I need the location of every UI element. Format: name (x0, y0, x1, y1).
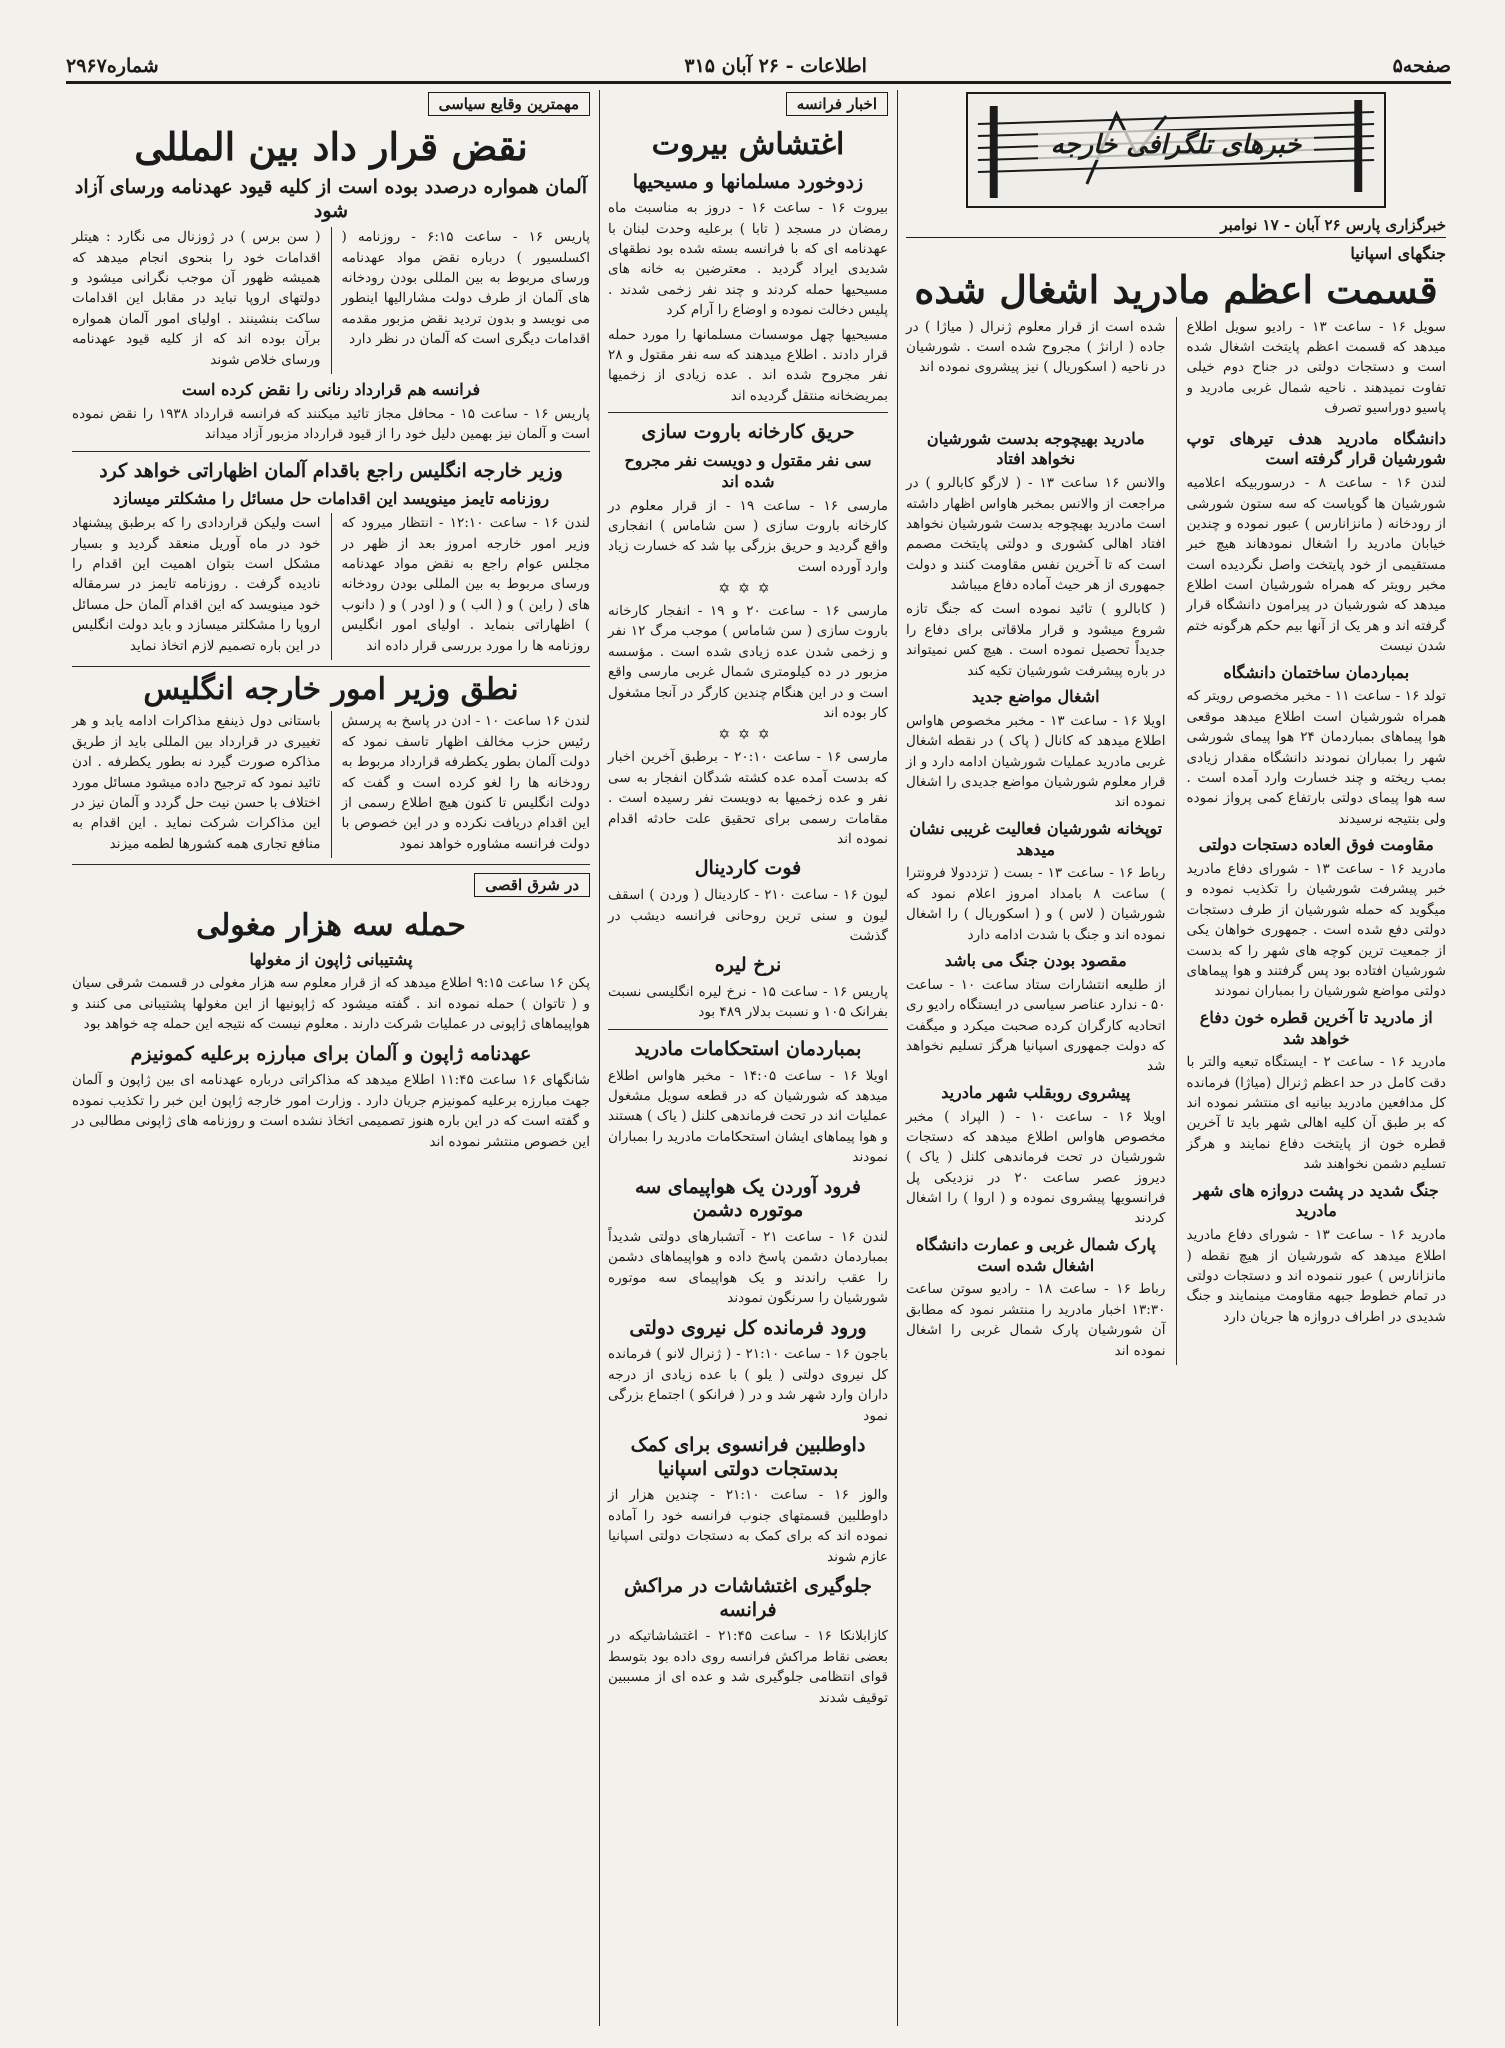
story-park-body: رباط ۱۶ - ساعت ۱۸ - رادیو سوتن ساعت ۱۳:۳۰ اخبار مادرید را منتشر نمود که مطابق آن شورشیان پارک شمال غربی را اشغال نموده اند (906, 1281, 1166, 1359)
headline-foreign-secretary: وزیر خارجه انگلیس راجع باقدام آلمان اظهاراتی خواهد کرد (99, 459, 563, 482)
foreign-secretary-story (72, 513, 590, 660)
headline-pound-rate: نرخ لیره (714, 954, 782, 977)
treaty-story (72, 227, 590, 374)
headline-cardinal: فوت کاردینال (694, 857, 802, 880)
headline-eden-speech: نطق وزیر امور خارجه انگلیس (143, 671, 519, 707)
anti-comintern-body: شانگهای ۱۶ ساعت ۱۱:۴۵ اطلاع میدهد که مذاکراتی درباره عهدنامه ای بین ژاپون و آلمان جهت مبارزه برعلیه کمونیزم جریان دارد . وزارت امور خارجه ژاپون این خبر را تکذیب نموده و گفته است که در این باره هنوز تصمیمی اتخاذ نشده است و روزنامه های ژاپونی مطالبی در این خصوص منتشر نموده اند (72, 1072, 590, 1150)
beirut-body-1: بیروت ۱۶ - ساعت ۱۶ - دروز به مناسبت ماه رمضان در مسجد ( تابا ) برعلیه وحدت لبنان با عهدنامه ای که با فرانسه بسته شده بود نطقهای شدیدی ایراد گردید . معترضین به خانه های مسیحیها حمله کردند و چند نفر زخمی شدند . پلیس دخالت نموده و اوضاع را آرام کرد (608, 200, 888, 319)
story-gates-title: جنگ شدید در پشت دروازه های شهر مادرید (1193, 1180, 1439, 1221)
main-headline-madrid: قسمت اعظم مادرید اشغال شده (914, 266, 1438, 312)
star-separator: ✡✡✡ (718, 581, 778, 598)
headline-fortifications: بمباردمان استحکامات مادرید (634, 1037, 862, 1060)
headline-plane-downed: فرود آوردن یک هواپیمای سه موتوره دشمن (635, 1175, 861, 1222)
plane-downed-body: لندن ۱۶ - ساعت ۲۱ - آتشبارهای دولتی شدیداً بمباردمان دشمن پاسخ داده و هواپیماهای دشمن را عقب راندند و یک هواپیمای سه موتوره شورشیان را سرنگون نمودند (608, 1229, 888, 1307)
headline-morocco: جلوگیری اغتشاشات در مراکش فرانسه (624, 1574, 872, 1621)
factory-fire-body-3: مارسی ۱۶ - ساعت ۲۰:۱۰ - برطبق آخرین اخبار که بدست آمده عده کشته شدگان انفجار به سی نفر و عده زخمیها به دویست نفر رسیده است . مقامات رسمی برای تحقیق علت حادثه اقدام نموده اند (608, 749, 888, 847)
story-artillery-title: توپخانه شورشیان فعالیت غریبی نشان میدهد (909, 818, 1163, 859)
masthead (66, 55, 1451, 84)
france-rhine-body: پاریس ۱۶ - ساعت ۱۵ - محافل مجاز تائید میکنند که فرانسه قرارداد ۱۹۳۸ را نقض نموده است و آلمان نیز بهمین دلیل خود را از قیود قرارداد مزبور آزاد میداند (72, 405, 590, 443)
page-number: صفحه۵ (1392, 55, 1451, 77)
foreign-news-column (900, 90, 1452, 2026)
headline-france-rhine: فرانسه هم قرارداد رنانی را نقض کرده است (181, 380, 481, 400)
news-agency-dateline: خبرگزاری پارس ۲۶ آبان - ۱۷ نوامبر (906, 216, 1446, 238)
french-volunteers-body: والوز ۱۶ - ساعت ۲۱:۱۰ - چندین هزار از داوطلبین قسمتهای جنوب فرانسه خود را آماده نموده اند که برای کمک به دستجات دولتی اسپانیا عازم شوند (608, 1487, 888, 1565)
foreign-secretary-body-right: لندن ۱۶ - ساعت ۱۲:۱۰ - انتظار میرود که وزیر امور خارجه امروز بعد از ظهر در مجلس عوام راجع به نقض مواد عهدنامه ورسای مربوط به بین المللی بودن رودخانه های ( راین ) و ( الب ) و ( اودر ) و ( دانوب ) اظهاراتی بنماید . اولیای امور انگلیس روزنامه ها را مورد بررسی قرار داده اند (341, 515, 590, 654)
story-caballero-title: مادرید بهیچوجه بدست شورشیان نخواهد افتاد (926, 428, 1145, 469)
newspaper-title: اطلاعات - ۲۶ آبان ۳۱۵ (684, 55, 867, 77)
column-divider-left (599, 90, 600, 2026)
column-divider-right (897, 90, 898, 2026)
eden-speech-body-left: باستانی دول ذینفع مذاکرات ادامه یابد و هر تغییری در قرارداد بین المللی باید از طریق مذاکره صورت گیرد نه بطور یکطرفه . ادن تائید نمود که ترجیح داده میشود مسائل مورد اختلاف با حسن نیت حل گردد و آلمان نیز در این مذاکرات شرکت نماید . این اقدام به منافع تجاری همه کشورها لطمه میزند (72, 713, 321, 852)
headline-beirut: اغتشاش بیروت (651, 127, 845, 162)
headline-commander-arrival: ورود فرمانده کل نیروی دولتی (629, 1316, 867, 1339)
headline-anti-comintern: عهدنامه ژاپون و آلمان برای مبارزه برعلیه کمونیزم (130, 1042, 532, 1065)
story-purpose-title: مقصود بودن جنگ می باشد (944, 950, 1127, 970)
story-advance-title: پیشروی روبقلب شهر مادرید (941, 1082, 1131, 1102)
eden-speech-body-right: لندن ۱۶ ساعت ۱۰ - ادن در پاسخ به پرسش رئیس حزب مخالف اظهار تاسف نمود که دولت آلمان بطور یکطرفه قرارداد مربوط به رودخانه ها را لغو کرده است و گفت که دولت انگلیس تا کنون هیچ اطلاع رسمی از این اقدام دریافت نکرده و در این خصوص با دولت فرانسه مشاوره خواهد نمود (341, 713, 590, 852)
story-advance-body: اویلا ۱۶ - ساعت ۱۰ - ( الپراد ) مخبر مخصوص هاواس اطلاع میدهد که دستجات شورشیان در تحت فرماندهی کلنل ( یاک ) دیروز عصر ساعت ۲۰ در نزدیکی پل فرانسویها پیشروی نموده و ( اروا ) را اشغال کردند (906, 1108, 1166, 1227)
lead-text-left: شده است از قرار معلوم ژنرال ( میاژا ) در جاده ( ارانژ ) مجروح شده است . شورشیان در ناحیه ( اسکوریال ) نیز پیشروی نموده اند (906, 318, 1166, 376)
story-resistance-title: مقاومت فوق العاده دستجات دولتی (1198, 835, 1434, 855)
cardinal-body: لیون ۱۶ - ساعت ۲۱۰ - کاردینال ( وردن ) اسقف لیون و سنی ترین روحانی فرانسه دیشب در گذشت (608, 887, 888, 944)
beirut-body-2: مسیحیها چهل موسسات مسلمانها را مورد حمله قرار دادند . اطلاع میدهند که سه نفر مقتول و ۲۸ نفر مجروح شده اند . عده زیادی از زخمیها بمریضخانه منتقل گردیده اند (608, 326, 888, 404)
french-news-column (602, 90, 894, 2026)
section-label-politics: مهمترین وقایع سیاسی (428, 92, 590, 116)
story-defense-body: مادرید ۱۶ - ساعت ۲ - ایستگاه تبعیه والتر با دقت کامل در حد اعظم ژنرال (میاژا) فرمانده کل مدافعین مادرید بیانیه ای منتشر نموده اند که بر طبق آن کلیه اهالی شهر باید تا آخرین قطره خون از پایتخت دفاع نمایند و هرگز تسلیم دشمن نخواهند شد (1186, 1054, 1446, 1173)
treaty-body-left: ( سن برس ) در ژوزنال می نگارد : هیتلر اقدامات خود را بنحوی انجام میدهد که همیشه ظهور آن موجب نگرانی میشود و دولتهای اروپا نباید در مقابل این اقدامات ساکت بنشینند . اولیای امور آلمان همواره برآن بوده اند که از کلیه قیود عهدنامه ورسای خلاص شوند (72, 229, 321, 368)
mongol-attack-body: پکن ۱۶ ساعت ۹:۱۵ اطلاع میدهد که از قرار معلوم سه هزار مغولی در قسمت شرقی سیان و ( تاتوان ) حمله نموده اند . گفته میشود که ژاپونیها از این مغولها پشتیبانی می کنند و هواپیماهای ژاپونی در عملیات شرکت دارند . معلوم نیست که نتیجه این حمله چه خواهد بود (72, 975, 591, 1033)
story-defense-title: از مادرید تا آخرین قطره خون دفاع خواهد شد (1199, 1007, 1433, 1048)
headline-treaty-violation: نقض قرار داد بین المللی (134, 124, 528, 169)
story-university-title: دانشگاه مادرید هدف تیرهای توپ شورشیان قرار گرفته است (1186, 428, 1446, 469)
factory-fire-body-2: مارسی ۱۶ - ساعت ۲۰ و ۱۹ - انفجار کارخانه باروت سازی ( سن شاماس ) موجب مرگ ۱۲ نفر و زخمی شدن عده زیادی شده است . مؤسسه مزبور در ده کیلومتری شمال غربی مارسی واقع است و در این هنگام چندین کارگر در آنجا مشغول کار بوده اند (608, 603, 889, 722)
morocco-body: کازابلانکا ۱۶ - ساعت ۲۱:۴۵ - اغتشاشاتیکه در بعضی نقاط مراکش فرانسه روی داده بود بتوسط قوای انتظامی جلوگیری شد و عده ای از مسببین توقیف شدند (608, 1628, 888, 1706)
star-separator: ✡✡✡ (718, 727, 778, 744)
subhead-factory-fire: سی نفر مقتول و دویست نفر مجروح شده اند (624, 450, 872, 491)
section-label-far-east: در شرق اقصی (474, 873, 590, 897)
headline-french-volunteers: داوطلبین فرانسوی برای کمک بدستجات دولتی اسپانیا (630, 1433, 866, 1480)
madrid-lead (906, 317, 1446, 423)
section-logo (966, 92, 1386, 208)
treaty-body-right: پاریس ۱۶ - ساعت ۶:۱۵ - روزنامه ( اکسلسیور ) درباره نقض مواد عهدنامه ورسای مربوط به بین المللی بودن رودخانه های آلمان از طرف دولت مشارالیها اینطور می نویسد و بدون تردید نقض مزبور مقدمه اقدامات دیگری است که آلمان در نظر دارد (341, 229, 590, 348)
political-news-column (66, 90, 596, 2026)
story-positions-title: اشغال مواضع جدید (971, 687, 1100, 707)
story-caballero-cont: ( کابالرو ) تائید نموده است که جنگ تازه شروع میشود و قرار ملاقاتی برای دفاع را جدیداً تحصیل نموده است . هیچ کس نمیتواند در باره پیشرفت شورشیان تکیه کند (906, 601, 1166, 679)
logo-text: خبرهای تلگرافی خارجه (1038, 130, 1314, 160)
story-bombardment-body: تولد ۱۶ - ساعت ۱۱ - مخبر مخصوص رویتر که همراه شورشیان است اطلاع میدهد موقعی هوا پیماهای بمباردمان ۲۴ هوا پیمای شورشی شهر را بمباران نمودند دانشگاه مقدار زیادی بمب ریخته و چند خسارت وارد آمده است . سه هوا پیمای دولتی بارتفاع کمی پرواز نموده ولی بنتیجه نرسیدند (1186, 688, 1447, 827)
lead-text-right: سویل ۱۶ - ساعت ۱۳ - رادیو سویل اطلاع میدهد که قسمت اعظم پایتخت اشغال شده است و دستجات دولتی در جناح دوم خیلی تفاوت نمیدهند . ناحیه شمال غربی مادرید و پاسیو دوراسیو تصرف (1186, 318, 1447, 417)
eden-speech-story (72, 711, 590, 858)
subhead-japan-support: پشتیبانی ژاپون از مغولها (249, 949, 413, 969)
fortifications-body: اویلا ۱۶ - ساعت ۱۴:۰۵ - مخبر هاواس اطلاع میدهد که شورشیان که در قطعه سویل مشغول عملیات اند در تحت فرماندهی کلنل ( یاک ) هستند و هوا پیماهای ایشان استحکامات مادرید را بمباران نمودند (608, 1067, 888, 1166)
factory-fire-body-1: مارسی ۱۶ - ساعت ۱۹ - از قرار معلوم در کارخانه باروت سازی ( سن شاماس ) انفجاری واقع گردید و حریق بزرگی بپا شد که خسارت زیاد وارد آورده است (608, 497, 888, 575)
madrid-stories (906, 423, 1446, 1365)
story-artillery-body: رباط ۱۶ - ساعت ۱۳ - بست ( تزددولا فرونترا ) ساعت ۸ بامداد امروز اعلام نمود که شورشیان ( لاس ) و ( اسکوریال ) را اشغال نموده اند و جنگ با شدت ادامه دارد (906, 865, 1166, 943)
story-purpose-body: از طلیعه انتشارات ستاد ساعت ۱۰ - ساعت ۵۰ - ندارد عناصر سیاسی در ایستگاه رادیو ری اتحادیه کارگران کرده صحبت میکرد و میگفت که دولت جمهوری اسپانیا هرگز تسلیم نخواهد شد (906, 976, 1166, 1075)
subhead-beirut: زدوخورد مسلمانها و مسیحیها (632, 170, 864, 193)
story-university-body: لندن ۱۶ - ساعت ۸ - درسوربیکه اعلامیه شورشیان ها گویاست که سه ستون شورشی از رودخانه ( مانزانارس ) عبور نموده و چندین خیابان مادرید را اشغال نمودهاند هیچ خبر مستقیمی از خود پایتخت واصل نگردیده است مخبر رویتر که همراه شورشیان است اطلاع میدهد که شورشیان در پیرامون دانشگاه قرار گرفته اند و هر یک از آنها بیم حکم هرگونه ختم شدن نیست (1186, 475, 1446, 655)
section-label-france: اخبار فرانسه (786, 92, 888, 116)
story-resistance-body: مادرید ۱۶ - ساعت ۱۳ - شورای دفاع مادرید خبر پیشرفت شورشیان را تکذیب نموده و میگوید که حمله شورشیان از طرف دستجات دولتی دفع شده است . جمهوری خواهان یکی از جمعیت ترین کوچه های شهر را که بدست شورشیان افتاده بود پس گرفتند و هوا پیماهای دولتی مواضع شورشیان را بمباران نمودند (1186, 860, 1446, 1000)
story-bombardment-title: بمباردمان ساختمان دانشگاه (1223, 662, 1410, 682)
story-caballero-body: والانس ۱۶ ساعت ۱۳ - ( لارگو کابالرو ) در مراجعت از والانس بمخبر هاواس اظهار داشته است مادرید بهیچوجه بدست شورشیان نخواهد افتاد اهالی کشوری و دولتی پایتخت مصمم است که تا آخرین نفس مقاومت کنند و دولت جمهوری از هر حیث آماده دفاع میباشد (906, 475, 1166, 594)
foreign-secretary-body-left: است ولیکن قراردادی را که برطبق پیشنهاد خود در ماه آوریل منعقد گردید و بسیار مشکل است بتوان اهمیت این اقدام را نادیده گرفت . روزنامه تایمز در سرمقاله خود مینویسد که این اقدام آلمان حل مسائل اروپا را مشکلتر میسازد و باید دولت انگلیس در این باره تصمیم لازم اتخاذ نماید (72, 515, 321, 654)
commander-arrival-body: باجون ۱۶ - ساعت ۲۱:۱۰ - ( ژنرال لانو ) فرمانده کل نیروی دولتی ( یلو ) با عده زیادی از درجه داران وارد شهر شد و در ( فرانکو ) اجتماع بزرگی نمود (608, 1346, 888, 1424)
subhead-times: روزنامه تایمز مینویسد این اقدامات حل مسائل را مشکلتر میسازد (112, 489, 550, 509)
headline-factory-fire: حریق کارخانه باروت سازی (641, 421, 855, 444)
kicker-spanish-wars: جنگهای اسپانیا (1350, 244, 1446, 263)
headline-mongol-attack: حمله سه هزار مغولی (196, 908, 466, 944)
story-positions-body: اویلا ۱۶ - ساعت ۱۳ - مخبر مخصوص هاواس اطلاع میدهد که کانال ( پاک ) در نقطه اشغال غربی مادرید عملیات شورشیان ادامه دارد و از قرار معلوم شورشیان مواضع جدیدی را اشغال نموده اند (906, 712, 1166, 811)
issue-number: شماره۲۹۶۷ (66, 55, 159, 77)
story-gates-body: مادرید ۱۶ - ساعت ۱۳ - شورای دفاع مادرید اطلاع میدهد که شورشیان از هیچ نقطه ( مانزانارس ) عبور ننموده اند و دستجات دولتی در تمام خطوط جبهه مقاومت مینمایند و جنگ شدیدی در اطراف دروازه ها جریان دارد (1186, 1227, 1446, 1325)
pound-rate-body: پاریس ۱۶ - ساعت ۱۵ - نرخ لیره انگلیسی نسبت بفرانک ۱۰۵ و نسبت بدلار ۴۸۹ بود (608, 984, 888, 1021)
story-park-title: پارک شمال غربی و عمارت دانشگاه اشغال شده است (915, 1234, 1156, 1275)
subhead-germany: آلمان همواره درصدد بوده است از کلیه قیود عهدنامه ورسای آزاد شود (74, 175, 588, 222)
